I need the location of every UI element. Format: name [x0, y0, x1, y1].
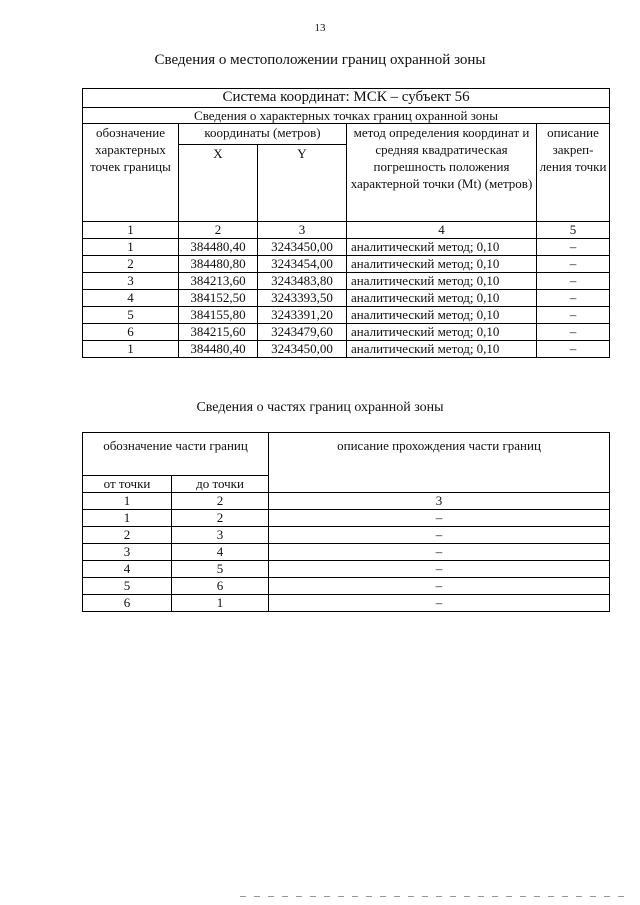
method-cell: аналитический метод; 0,10 — [347, 256, 537, 273]
desc-cell: – — [269, 510, 610, 527]
method-cell: аналитический метод; 0,10 — [347, 273, 537, 290]
column-number: 3 — [258, 222, 347, 239]
fixing-cell: – — [537, 307, 610, 324]
header-to-point: до точки — [172, 476, 269, 493]
to-cell: 2 — [172, 510, 269, 527]
method-cell: аналитический метод; 0,10 — [347, 324, 537, 341]
table-row — [83, 544, 610, 561]
table-row — [83, 290, 610, 307]
y-cell: 3243393,50 — [258, 290, 347, 307]
from-cell: 4 — [83, 561, 172, 578]
point-cell: 6 — [83, 324, 179, 341]
from-cell: 2 — [83, 527, 172, 544]
fixing-cell: – — [537, 324, 610, 341]
coordinates-table — [82, 88, 610, 358]
point-cell: 3 — [83, 273, 179, 290]
column-number: 5 — [537, 222, 610, 239]
fixing-cell: – — [537, 239, 610, 256]
header-part-description: описание прохождения части границ — [269, 433, 610, 493]
to-cell: 3 — [172, 527, 269, 544]
x-cell: 384480,80 — [179, 256, 258, 273]
section-title-parts: Сведения о частях границ охранной зоны — [196, 400, 444, 415]
to-cell: 5 — [172, 561, 269, 578]
page-number: 13 — [314, 22, 326, 34]
table-row — [83, 595, 610, 612]
table-row — [83, 273, 610, 290]
header-coordinates: координаты (метров) — [179, 124, 347, 145]
fixing-cell: – — [537, 341, 610, 358]
y-cell: 3243479,60 — [258, 324, 347, 341]
header-method: метод определения координат и средняя квадратическая погрешность положения характерной точки (Mt) (метров) — [347, 124, 537, 222]
point-cell: 1 — [83, 239, 179, 256]
boundary-parts-table — [82, 432, 610, 612]
coord-table-subtitle: Сведения о характерных точках границ охранной зоны — [83, 108, 610, 124]
from-cell: 3 — [83, 544, 172, 561]
method-cell: аналитический метод; 0,10 — [347, 307, 537, 324]
from-cell: 1 — [83, 510, 172, 527]
fixing-cell: – — [537, 273, 610, 290]
table-row — [83, 527, 610, 544]
header-fixing: описание закреп-ления точки — [537, 124, 610, 222]
to-cell: 6 — [172, 578, 269, 595]
table-row — [83, 578, 610, 595]
column-number: 1 — [83, 493, 172, 510]
table-row — [83, 239, 610, 256]
column-number: 4 — [347, 222, 537, 239]
x-cell: 384480,40 — [179, 341, 258, 358]
table-row — [83, 256, 610, 273]
y-cell: 3243454,00 — [258, 256, 347, 273]
x-cell: 384155,80 — [179, 307, 258, 324]
column-numbers-row — [83, 493, 610, 510]
fixing-cell: – — [537, 256, 610, 273]
column-numbers-row — [83, 222, 610, 239]
from-cell: 5 — [83, 578, 172, 595]
y-cell: 3243391,20 — [258, 307, 347, 324]
point-cell: 5 — [83, 307, 179, 324]
method-cell: аналитический метод; 0,10 — [347, 239, 537, 256]
table-row — [83, 510, 610, 527]
point-cell: 1 — [83, 341, 179, 358]
to-cell: 1 — [172, 595, 269, 612]
desc-cell: – — [269, 578, 610, 595]
table-row — [83, 561, 610, 578]
desc-cell: – — [269, 544, 610, 561]
header-from-point: от точки — [83, 476, 172, 493]
coordinate-system: Система координат: МСК – субъект 56 — [83, 89, 610, 108]
desc-cell: – — [269, 561, 610, 578]
column-number: 2 — [172, 493, 269, 510]
column-number: 1 — [83, 222, 179, 239]
table-row — [83, 341, 610, 358]
method-cell: аналитический метод; 0,10 — [347, 341, 537, 358]
y-cell: 3243450,00 — [258, 341, 347, 358]
x-cell: 384213,60 — [179, 273, 258, 290]
to-cell: 4 — [172, 544, 269, 561]
point-cell: 2 — [83, 256, 179, 273]
table-row — [83, 307, 610, 324]
method-cell: аналитический метод; 0,10 — [347, 290, 537, 307]
header-x: X — [179, 145, 258, 222]
header-y: Y — [258, 145, 347, 222]
header-point-designation: обозначение характерных точек границы — [83, 124, 179, 222]
from-cell: 6 — [83, 595, 172, 612]
column-number: 2 — [179, 222, 258, 239]
x-cell: 384480,40 — [179, 239, 258, 256]
x-cell: 384215,60 — [179, 324, 258, 341]
section-title-location: Сведения о местоположении границ охранной зоны — [154, 52, 486, 68]
column-number: 3 — [269, 493, 610, 510]
x-cell: 384152,50 — [179, 290, 258, 307]
fixing-cell: – — [537, 290, 610, 307]
y-cell: 3243450,00 — [258, 239, 347, 256]
point-cell: 4 — [83, 290, 179, 307]
y-cell: 3243483,80 — [258, 273, 347, 290]
desc-cell: – — [269, 527, 610, 544]
table-row — [83, 324, 610, 341]
header-part-designation: обозначение части границ — [83, 433, 269, 476]
footer-scan-artifact — [240, 896, 630, 897]
desc-cell: – — [269, 595, 610, 612]
